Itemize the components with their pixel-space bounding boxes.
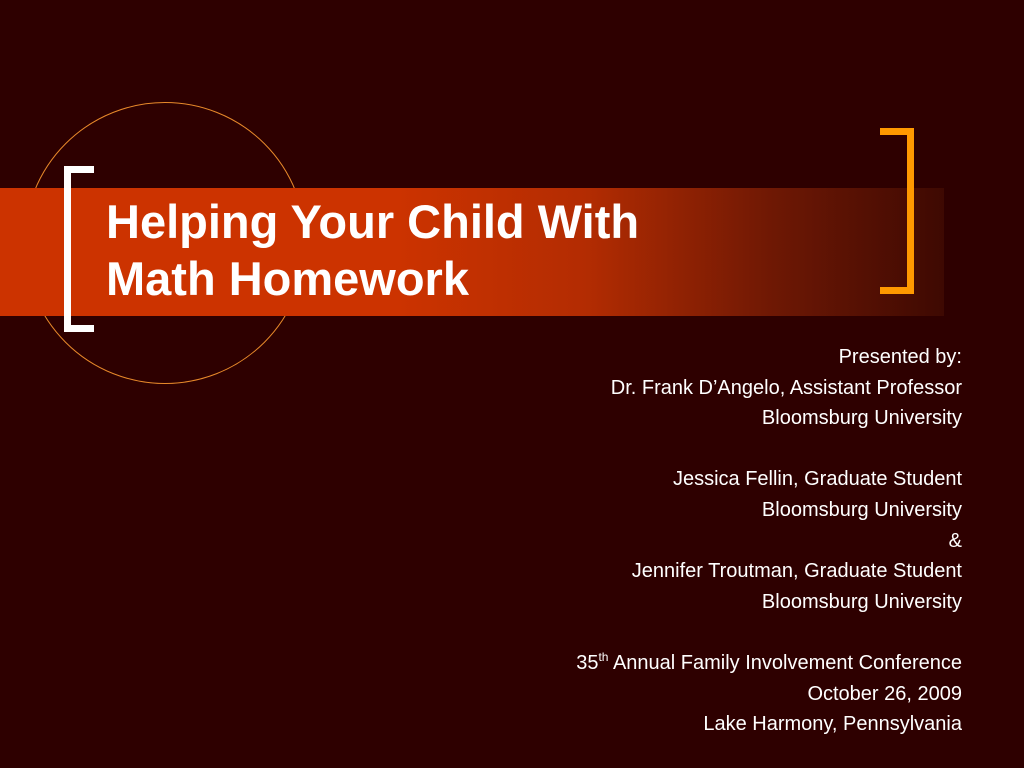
left-bracket-icon — [64, 166, 94, 332]
presenter-1-affiliation: Bloomsburg University — [761, 407, 962, 430]
spacer — [402, 434, 962, 465]
presenter-2-affiliation: Bloomsburg University — [761, 498, 962, 521]
presenter-block — [402, 342, 962, 740]
event-location: Lake Harmony, Pennsylvania — [703, 713, 962, 736]
spacer — [402, 617, 962, 648]
event-ordinal-number: 35 — [576, 651, 599, 674]
event-name-text: Annual Family Involvement Conference — [608, 651, 962, 674]
conjunction: & — [948, 529, 962, 552]
presented-by-label: Presented by: — [838, 346, 962, 368]
slide-title-line-1: Helping Your Child With — [106, 195, 640, 248]
presenter-2-name: Jessica Fellin, Graduate Student — [672, 468, 962, 491]
slide-title-line-2: Math Homework — [106, 252, 469, 305]
presenter-1-name: Dr. Frank D’Angelo, Assistant Professor — [610, 376, 962, 399]
right-bracket-icon — [880, 128, 914, 294]
presenter-3-name: Jennifer Troutman, Graduate Student — [631, 560, 962, 583]
event-name — [402, 648, 962, 679]
event-ordinal-suffix: th — [598, 649, 609, 664]
presenter-3-affiliation: Bloomsburg University — [761, 590, 962, 613]
event-date: October 26, 2009 — [807, 682, 962, 705]
slide-title — [106, 193, 866, 307]
